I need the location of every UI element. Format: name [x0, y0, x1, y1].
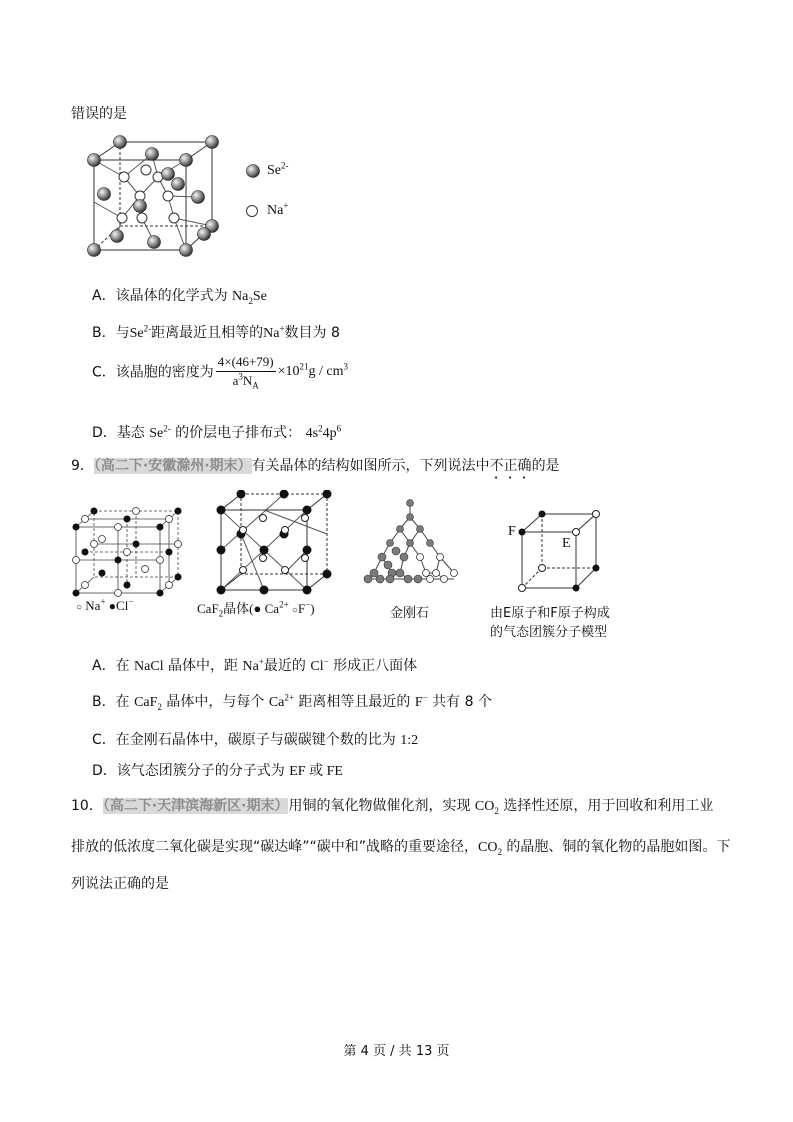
q8-option-b: B．与$Se^{2-}$距离最近且相等的Na+数目为 8: [92, 323, 340, 341]
q8-legend-na: Na+: [267, 200, 289, 218]
q9-ef-caption-line1: 由E原子和F原子构成: [490, 606, 610, 621]
q10-line-1: 10．（高二下·天津滨海新区·期末）用铜的氧化物做催化剂，实现 $CO_2$ 选择性还原，用于回收和利用工业: [71, 798, 714, 816]
q9-option-b: B．在 CaF$_2$ 晶体中，与每个 $Ca^{2+}$ 距离相等且最近的 F− 共有 8 个: [92, 692, 492, 712]
q9-ef-label-f: F: [508, 524, 516, 539]
q8-na2se-cell-figure: [82, 134, 232, 259]
q9-stem: 9．（高二下·安徽滁州·期末）有关晶体的结构如图所示，下列说法中不正确的是: [71, 458, 560, 474]
q9-option-d: D．该气态团簇分子的分子式为 EF 或 FE: [92, 763, 343, 779]
q9-caf2-lattice-figure: [213, 490, 335, 595]
q9-caf2-caption: CaF$_2$晶体(● $Ca^{2+}$ ○F−): [197, 599, 315, 619]
q8-density-fraction: $\frac{4\times(46+79)}{a^3N_A}$: [217, 354, 274, 391]
q9-nacl-caption: ○ Na+ ●Cl−: [76, 596, 134, 613]
q8-option-c: C．该晶胞的密度为 $\frac{4\times(46+79)}{a^3N_A}$ $\times 10^{21}g / cm^3$: [92, 354, 349, 391]
q9-nacl-lattice-figure: [70, 505, 185, 600]
q9-ef-label-e: E: [562, 536, 571, 551]
q9-ef-cluster-figure: [508, 508, 608, 593]
q10-line-2: 排放的低浓度二氧化碳是实现“碳达峰”“碳中和”战略的重要途径，$CO_2$ 的晶胞、铜的氧化物的晶胞如图。下: [71, 839, 731, 857]
q9-option-a: A．在 NaCl 晶体中，距 Na+最近的 Cl− 形成正八面体: [92, 656, 418, 674]
q8-legend-se-ball-icon: [245, 163, 261, 179]
q8-option-a: A．该晶体的化学式为 $Na_2Se$: [92, 288, 267, 306]
q8-option-d: D．基态 $Se^{2-}$ 的价层电子排布式： $4s^24p^6$: [92, 423, 342, 441]
q9-diamond-structure-figure: [360, 495, 465, 590]
q9-diamond-caption: 金刚石: [390, 606, 430, 621]
q10-line-3: 列说法正确的是: [71, 876, 169, 892]
q8-stem-tail: 错误的是: [71, 106, 127, 122]
page-footer: 第 4 页 / 共 13 页: [343, 1044, 450, 1059]
q9-option-c: C．在金刚石晶体中，碳原子与碳碳键个数的比为 1:2: [92, 732, 419, 748]
q8-legend-se: $Se^{2-}$: [267, 160, 289, 178]
q9-ef-caption-line2: 的气态团簇分子模型: [490, 625, 608, 640]
q8-legend-na-ball-icon: [245, 204, 259, 218]
q9-source-tag: （高二下·安徽滁州·期末）: [93, 458, 252, 474]
q10-source-tag: （高二下·天津滨海新区·期末）: [102, 798, 289, 814]
